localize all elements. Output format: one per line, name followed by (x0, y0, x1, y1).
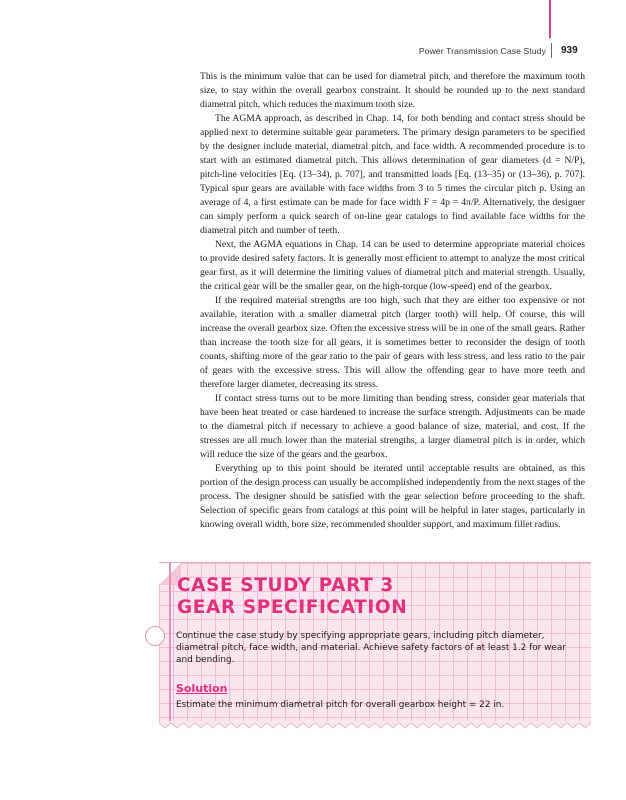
page-number: 939 (561, 45, 578, 56)
case-study-text: Continue the case study by specifying appropriate gears, including pitch diameter, diametral pitch, face width, and material. Achieve safety factors of at least 1.2 for wear and bending. (176, 631, 566, 666)
binder-hole-icon (145, 626, 165, 646)
torn-edge (159, 721, 591, 729)
page-edge-rule (549, 0, 551, 38)
paragraph-1: This is the minimum value that can be used for diametral pitch, and therefore the maximum tooth size, to stay within the overall gearbox constraint. It should be rounded up to the next standard diametral pitch, which reduces the maximum tooth size. (200, 71, 585, 110)
paragraph-4: If the required material strengths are too high, such that they are either too expensive or not available, iteration with a smaller diametral pitch (larger tooth) will help. Of course, this will increase the overall gearbox size. Often the excessive stress will be in one of the small gears. Rather than increase the tooth size for all gears, it is sometimes better to reconsider the design of tooth counts, shifting more of the gear ratio to the pair of gears with less stress, and less ratio to the pair of gears with the excessive stress. This will allow the offending gear to have more teeth and therefore larger diameter, decreasing its stress. (200, 295, 585, 390)
solution-text: Estimate the minimum diametral pitch for overall gearbox height = 22 in. (176, 700, 505, 710)
paragraph-3: Next, the AGMA equations in Chap. 14 can be used to determine appropriate material choices to provide desired safety factors. It is generally most efficient to attempt to analyze the most critical gear first, as it will determine the limiting values of diametral pitch and material strength. Usually, the critical gear will be the smaller gear, on the high-torque (low-speed) end of the gearbox. (200, 239, 585, 292)
paragraph-2: The AGMA approach, as described in Chap. 14, for both bending and contact stress should be applied next to determine suitable gear parameters. The primary design parameters to be specified by the designer include material, diametral pitch, and face width. A recommended procedure is to start with an estimated diametral pitch. This allows determination of gear diameters (d = N/P), pitch-line velocities [Eq. (13–34), p. 707], and transmitted loads [Eq. (13–35) or (13–36), p. 707]. Typical spur gears are available with face widths from 3 to 5 times the circular pitch p. Using an average of 4, a first estimate can be made for face width F = 4p = 4π/P. Alternatively, the designer can simply perform a quick search of on-line gear catalogs to find available face widths for the diametral pitch and number of teeth. (200, 113, 585, 236)
case-study-title-line-2: GEAR SPECIFICATION (177, 597, 408, 618)
body-text (200, 70, 585, 532)
notebook-margin-line (169, 563, 171, 723)
paragraph-6: Everything up to this point should be iterated until acceptable results are obtained, as this portion of the design process can usually be accomplished independently from the next stages of the process. The designer should be satisfied with the gear selection before proceeding to the shaft. Selection of specific gears from catalogs at this point will be helpful in later stages, particularly in knowing overall width, bore size, recommended shoulder support, and maximum fillet radius. (200, 463, 585, 530)
case-study-title (177, 575, 407, 619)
case-study-title-line-1: CASE STUDY PART 3 (177, 575, 394, 596)
header-separator (551, 43, 552, 58)
paragraph-5: If contact stress turns out to be more limiting than bending stress, consider gear materials that have been heat treated or case hardened to increase the surface strength. Adjustments can be made to the diametral pitch if necessary to achieve a good balance of size, material, and cost. If the stresses are all much lower than the material strengths, a larger diametral pitch is in order, which will reduce the size of the gears and the gearbox. (200, 393, 585, 460)
running-head: Power Transmission Case Study (418, 46, 546, 56)
solution-heading: Solution (176, 682, 228, 695)
